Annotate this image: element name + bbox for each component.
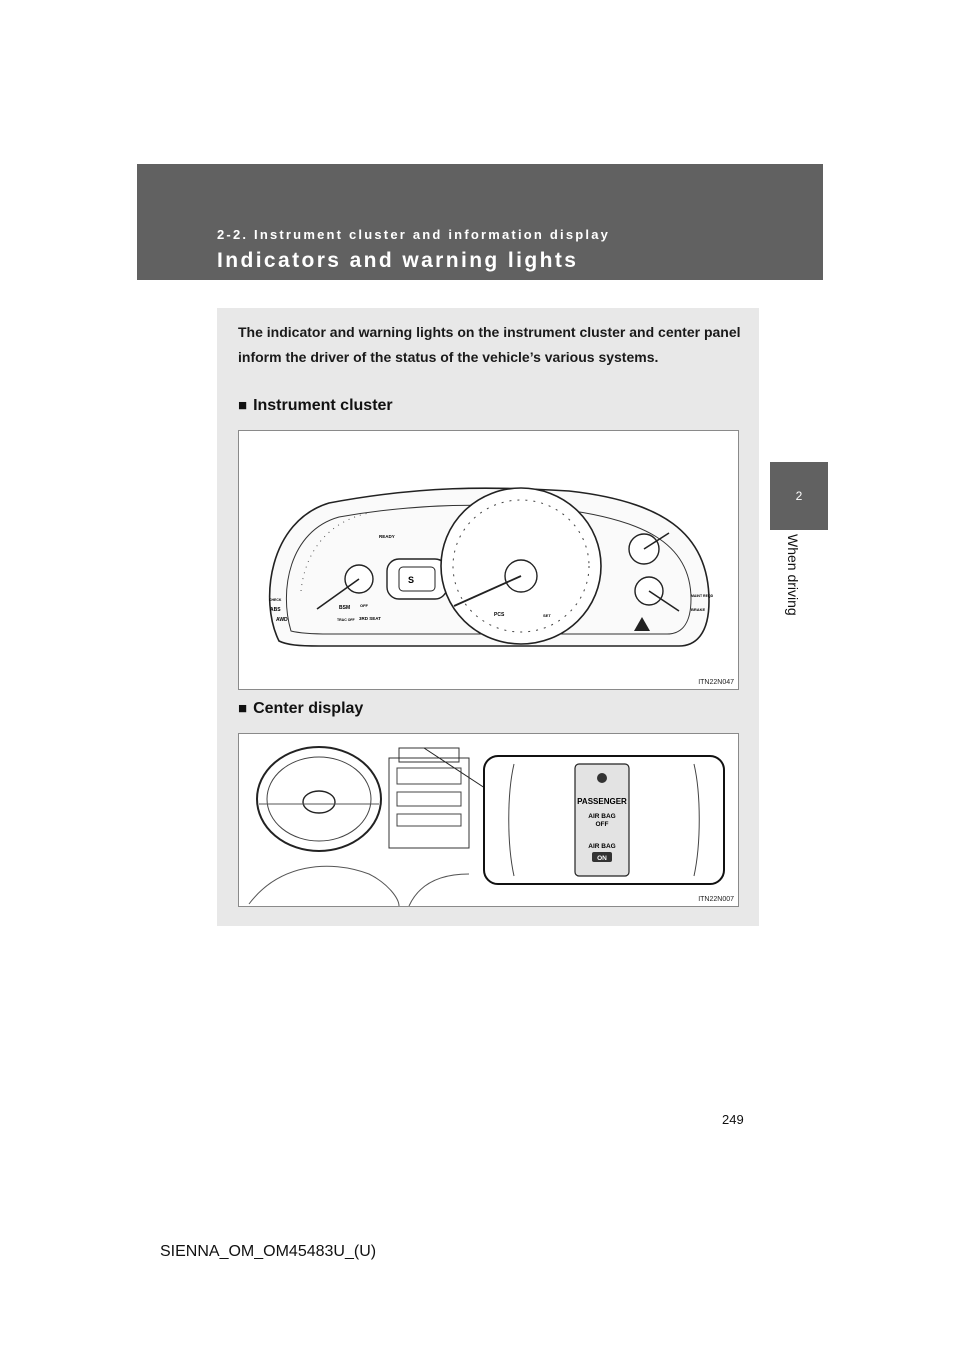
pcs-label: PCS: [494, 612, 505, 618]
instrument-cluster-figure: [238, 430, 739, 690]
subhead-instrument-cluster: [238, 397, 393, 415]
airbag-on-line2: ON: [597, 855, 607, 862]
page-number: 249: [722, 1112, 744, 1127]
abs-label: ABS: [270, 607, 281, 613]
third-seat-label: 3RD SEAT: [359, 616, 381, 621]
figure-code: ITN22N047: [698, 679, 734, 686]
figure-code: ITN22N007: [698, 896, 734, 903]
airbag-on-line1: AIR BAG: [588, 843, 616, 850]
subhead-text: Center display: [253, 700, 364, 717]
shift-indicator-label: S: [408, 575, 415, 585]
bsm-label: BSM: [339, 605, 351, 611]
section-label: 2-2. Instrument cluster and information display: [217, 227, 611, 242]
footer-doc-code: SIENNA_OM_OM45483U_(U): [160, 1243, 377, 1260]
airbag-icon: [597, 773, 607, 783]
intro-paragraph: The indicator and warning lights on the instrument cluster and center panel inform the driver of the status of the vehicle’s various systems.: [238, 324, 741, 365]
brake-label: BRAKE: [691, 607, 706, 612]
maint-reqd-label: MAINT REQD: [691, 594, 714, 598]
airbag-off-line1: AIR BAG: [588, 813, 616, 820]
center-display-figure: [238, 733, 739, 907]
bullet-square: ■: [238, 397, 248, 414]
trac-off-label: TRAC OFF: [337, 618, 355, 622]
airbag-off-line2: OFF: [595, 821, 609, 828]
bullet-square: ■: [238, 700, 248, 717]
awd-label: AWD: [276, 617, 288, 623]
passenger-label: PASSENGER: [577, 797, 627, 806]
ready-label: READY: [379, 534, 395, 539]
dashboard-illustration: [239, 734, 738, 906]
set-label: SET: [543, 613, 551, 618]
instrument-cluster-illustration: [239, 431, 738, 689]
subhead-center-display: [238, 700, 363, 718]
page-title: Indicators and warning lights: [217, 249, 579, 272]
subhead-text: Instrument cluster: [253, 397, 393, 414]
chapter-tab[interactable]: 2: [770, 462, 828, 530]
chapter-label: When driving: [785, 534, 801, 616]
off-label: OFF: [360, 603, 368, 608]
check-label: CHECK: [269, 598, 282, 602]
